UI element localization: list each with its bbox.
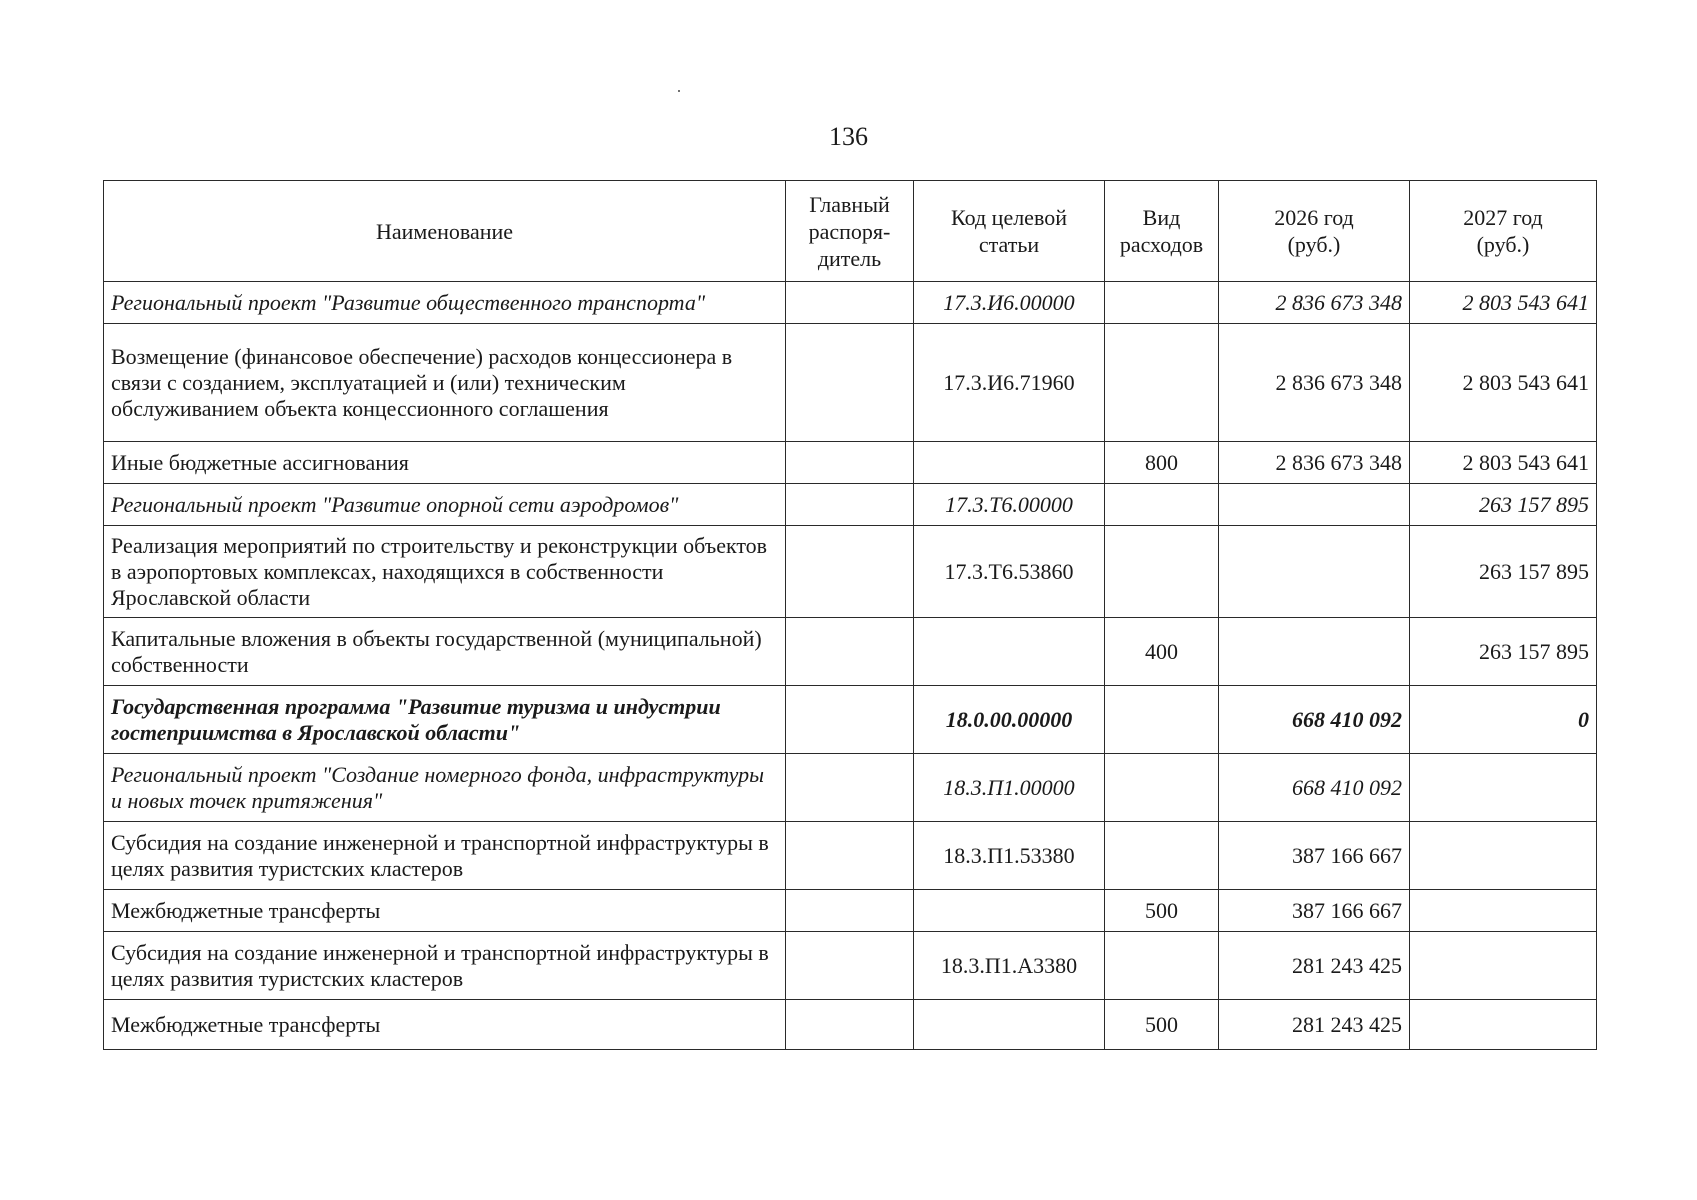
cell-code: 17.3.И6.71960 [914, 324, 1105, 442]
header-2027: 2027 год (руб.) [1410, 181, 1597, 282]
cell-manager [786, 686, 914, 754]
table-row [104, 754, 1597, 822]
cell-2027: 263 157 895 [1410, 526, 1597, 618]
scan-speck [678, 90, 680, 92]
cell-2027 [1410, 822, 1597, 890]
cell-2027: 0 [1410, 686, 1597, 754]
cell-name: Региональный проект "Создание номерного фонда, инфраструктуры и новых точек притяжения" [104, 754, 786, 822]
header-expense-type: Вид расходов [1105, 181, 1219, 282]
cell-expense-type [1105, 822, 1219, 890]
cell-manager [786, 1000, 914, 1050]
cell-code: 17.3.И6.00000 [914, 282, 1105, 324]
cell-expense-type: 500 [1105, 1000, 1219, 1050]
cell-2026 [1219, 526, 1410, 618]
cell-manager [786, 526, 914, 618]
cell-manager [786, 282, 914, 324]
cell-manager [786, 484, 914, 526]
cell-code: 17.3.Т6.53860 [914, 526, 1105, 618]
cell-2026: 2 836 673 348 [1219, 442, 1410, 484]
cell-name: Региональный проект "Развитие общественного транспорта" [104, 282, 786, 324]
cell-expense-type: 400 [1105, 618, 1219, 686]
cell-2027 [1410, 890, 1597, 932]
header-code: Код целевой статьи [914, 181, 1105, 282]
cell-name: Государственная программа "Развитие туризма и индустрии гостеприимства в Ярославской области" [104, 686, 786, 754]
cell-expense-type [1105, 484, 1219, 526]
table-row [104, 686, 1597, 754]
table-row [104, 1000, 1597, 1050]
header-2026: 2026 год (руб.) [1219, 181, 1410, 282]
cell-manager [786, 442, 914, 484]
cell-expense-type [1105, 932, 1219, 1000]
cell-name: Региональный проект "Развитие опорной сети аэродромов" [104, 484, 786, 526]
cell-2027 [1410, 932, 1597, 1000]
table-row [104, 282, 1597, 324]
cell-2026: 387 166 667 [1219, 822, 1410, 890]
cell-name: Иные бюджетные ассигнования [104, 442, 786, 484]
cell-code: 18.3.П1.00000 [914, 754, 1105, 822]
table-row [104, 484, 1597, 526]
cell-manager [786, 324, 914, 442]
cell-name: Возмещение (финансовое обеспечение) расходов концессионера в связи с созданием, эксплуатацией и (или) техническим обслуживанием объекта концессионного соглашения [104, 324, 786, 442]
cell-2026: 281 243 425 [1219, 932, 1410, 1000]
cell-name: Межбюджетные трансферты [104, 1000, 786, 1050]
header-manager: Главный распоря-дитель [786, 181, 914, 282]
table-row [104, 822, 1597, 890]
cell-code [914, 1000, 1105, 1050]
table-body [104, 282, 1597, 1050]
cell-2026 [1219, 618, 1410, 686]
cell-expense-type [1105, 282, 1219, 324]
cell-2027: 2 803 543 641 [1410, 282, 1597, 324]
cell-expense-type: 500 [1105, 890, 1219, 932]
cell-expense-type [1105, 324, 1219, 442]
cell-2027 [1410, 754, 1597, 822]
page-number: 136 [829, 122, 868, 151]
table-header [104, 181, 1597, 282]
cell-2026: 281 243 425 [1219, 1000, 1410, 1050]
cell-code [914, 890, 1105, 932]
budget-table [103, 180, 1597, 1050]
table-row [104, 526, 1597, 618]
cell-code: 18.3.П1.53380 [914, 822, 1105, 890]
cell-name: Реализация мероприятий по строительству и реконструкции объектов в аэропортовых комплексах, находящихся в собственности Ярославской области [104, 526, 786, 618]
cell-2027 [1410, 1000, 1597, 1050]
cell-manager [786, 618, 914, 686]
cell-2026: 2 836 673 348 [1219, 324, 1410, 442]
cell-2026: 668 410 092 [1219, 686, 1410, 754]
cell-name: Межбюджетные трансферты [104, 890, 786, 932]
cell-name: Капитальные вложения в объекты государственной (муниципальной) собственности [104, 618, 786, 686]
cell-code: 18.3.П1.А3380 [914, 932, 1105, 1000]
table-row [104, 442, 1597, 484]
table-row [104, 324, 1597, 442]
table-row [104, 932, 1597, 1000]
cell-2027: 2 803 543 641 [1410, 324, 1597, 442]
cell-manager [786, 932, 914, 1000]
cell-manager [786, 754, 914, 822]
cell-code [914, 442, 1105, 484]
cell-name: Субсидия на создание инженерной и транспортной инфраструктуры в целях развития туристских кластеров [104, 932, 786, 1000]
cell-2027: 2 803 543 641 [1410, 442, 1597, 484]
cell-2027: 263 157 895 [1410, 484, 1597, 526]
cell-expense-type [1105, 754, 1219, 822]
table-row [104, 890, 1597, 932]
header-row [104, 181, 1597, 282]
cell-expense-type [1105, 686, 1219, 754]
cell-code: 18.0.00.00000 [914, 686, 1105, 754]
cell-2026: 2 836 673 348 [1219, 282, 1410, 324]
cell-expense-type: 800 [1105, 442, 1219, 484]
cell-code: 17.3.Т6.00000 [914, 484, 1105, 526]
cell-2026: 387 166 667 [1219, 890, 1410, 932]
header-name: Наименование [104, 181, 786, 282]
cell-2026: 668 410 092 [1219, 754, 1410, 822]
cell-manager [786, 890, 914, 932]
table-row [104, 618, 1597, 686]
cell-code [914, 618, 1105, 686]
cell-manager [786, 822, 914, 890]
cell-2026 [1219, 484, 1410, 526]
cell-2027: 263 157 895 [1410, 618, 1597, 686]
cell-name: Субсидия на создание инженерной и транспортной инфраструктуры в целях развития туристских кластеров [104, 822, 786, 890]
cell-expense-type [1105, 526, 1219, 618]
